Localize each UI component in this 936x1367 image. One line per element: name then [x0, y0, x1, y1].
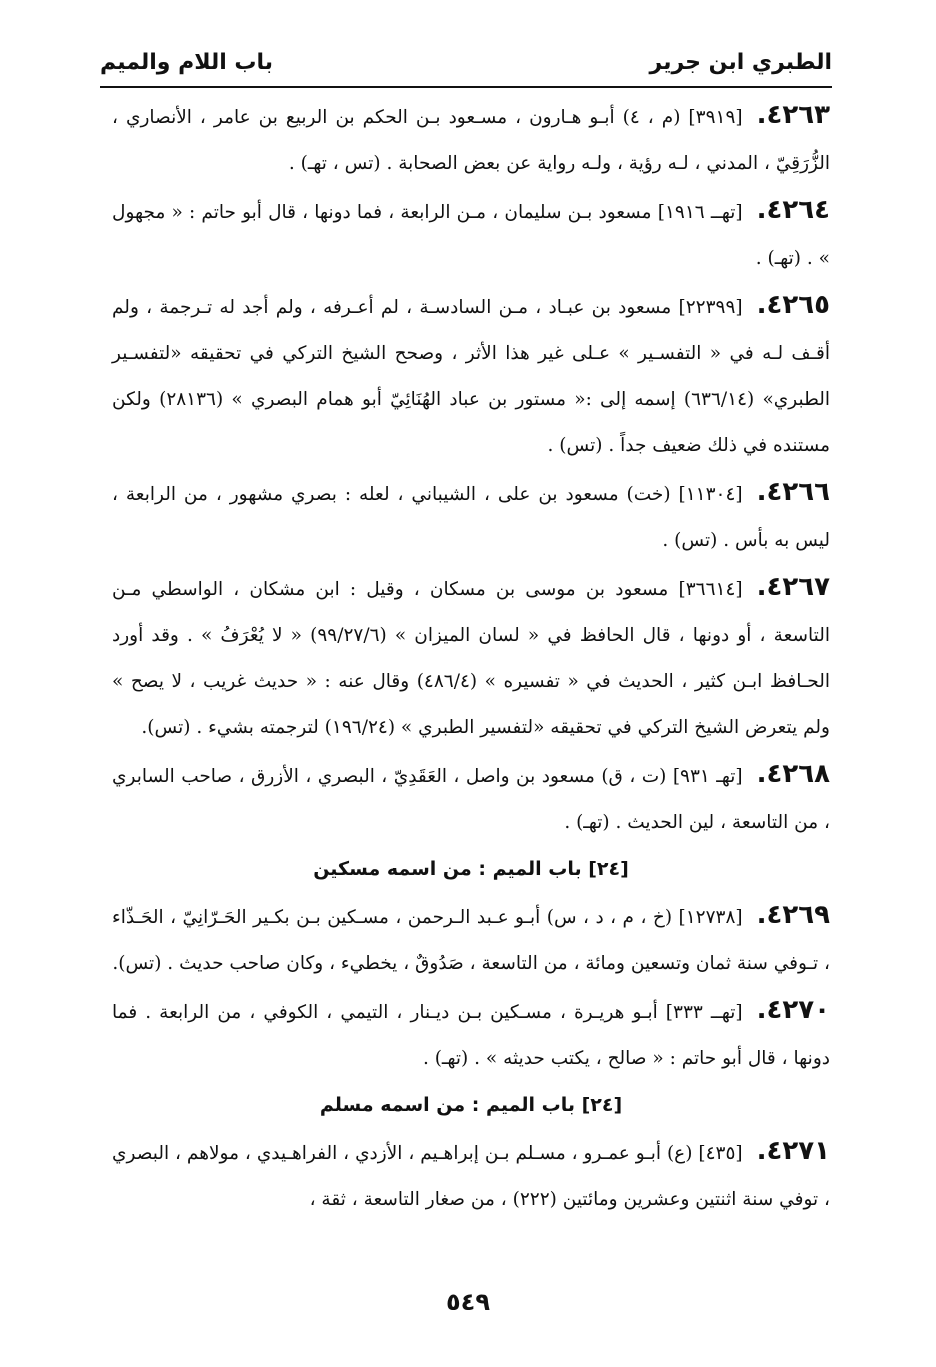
entry-4269 — [112, 892, 830, 987]
entry-number: ٤٢٦٣. — [756, 100, 830, 130]
entry-text: [٣٩١٩] (م ، ٤) أبـو هـارون ، مسـعود بـن الحكم بن الربيع بن عامر ، الأنصاري ، الزُّرَقِيّ ، المدني ، لـه رؤية ، ولـه رواية عن بعض الصحابة . (تس ، تهـ) . — [112, 107, 830, 174]
entry-number: ٤٢٦٤. — [756, 195, 830, 225]
entry-4271 — [112, 1128, 830, 1223]
running-header — [100, 38, 832, 88]
entry-text: [تهـ ٩٣١] (ت ، ق) مسعود بن واصل ، العَقَدِيّ ، البصري ، الأزرق ، صاحب السابري ، من التاسعة ، لين الحديث . (تهـ) . — [112, 766, 830, 833]
entry-4270 — [112, 987, 830, 1082]
entry-number: ٤٢٧١. — [756, 1136, 830, 1166]
entry-4267 — [112, 564, 830, 751]
entry-number: ٤٢٦٥. — [756, 290, 830, 320]
entry-4263 — [112, 92, 830, 187]
entry-number: ٤٢٧٠. — [756, 995, 830, 1025]
entry-4266 — [112, 469, 830, 564]
page-number: ٥٤٩ — [446, 1288, 490, 1316]
entry-text: [٤٣٥] (ع) أبـو عمـرو ، مسـلم بـن إبراهـيم ، الأزدي ، الفراهـيدي ، مولاهم ، البصري ، توفي سنة اثنتين وعشرين ومائتين (٢٢٢) ، من صغار التاسعة ، ثقة ، — [112, 1143, 830, 1210]
book-title: الطبري ابن جرير — [649, 49, 832, 75]
entry-4265 — [112, 282, 830, 469]
section-heading-miskin: [٢٤] باب الميم : من اسمه مسكين — [313, 858, 629, 880]
entry-text: [٢٢٣٩٩] مسعود بن عبـاد ، مـن السادسـة ، لم أعـرفه ، ولم أجد له تـرجمة ، ولم أقـف لـه في « التفسـير » عـلى غير هذا الأثر ، وصحح الشيخ التركي في تحقيقه «لتفسـير الطبري» (٦٣٦/١٤) إسمه إلى :« مستور بن عباد الهُنَائِيّ أبو همام البصري » (٢٨١٣٦) ولكن مستنده في ذلك ضعيف جداً . (تس) . — [112, 297, 831, 456]
entry-text: [١٢٧٣٨] (خ ، م ، د ، س) أبـو عـبد الـرحمن ، مسـكين بـن بكـير الحَـرّانِيّ ، الحَـذّاء ، تـوفي سنة ثمان وتسعين ومائة ، من التاسعة ، صَدُوقٌ ، يخطيء ، وكان صاحب حديث . (تس). — [112, 907, 830, 974]
page-body — [112, 92, 830, 1223]
chapter-title: باب اللام والميم — [100, 49, 274, 75]
entry-number: ٤٢٦٧. — [756, 572, 830, 602]
entry-text: [٣٦٦١٤] مسعود بن موسى بن مسكان ، وقيل : ابن مشكان ، الواسطي مـن التاسعة ، أو دونها ، قال الحافظ في « لسان الميزان » (٩٩/٢٧/٦) « لا يُعْرَفُ » . وقد أورد الحـافظ ابـن كثير ، الحديث في « تفسيره » (٤٨٦/٤) وقال عنه : « حديث غريب ، لا يصح » ولم يتعرض الشيخ التركي في تحقيقه «لتفسير الطبري » (١٩٦/٢٤) لترجمته بشيء . (تس). — [112, 579, 830, 738]
entry-4264 — [112, 187, 830, 282]
entry-text: [تهــ ١٩١٦] مسعود بـن سليمان ، مـن الرابعة ، فما دونها ، قال أبو حاتم : « مجهول » . (تهـ) . — [112, 202, 830, 269]
section-heading-muslim: [٢٤] باب الميم : من اسمه مسلم — [319, 1094, 623, 1116]
entry-text: [١١٣٠٤] (خت) مسعود بن على ، الشيباني ، لعله : بصري مشهور ، من الرابعة ، ليس به بأس . (تس) . — [112, 484, 830, 551]
entry-number: ٤٢٦٦. — [756, 477, 830, 507]
entry-number: ٤٢٦٩. — [756, 900, 830, 930]
entry-text: [تهــ ٣٣٣] أبـو هريـرة ، مسـكين بـن ديـنار ، التيمي ، الكوفي ، من الرابعة . فما دونها ، قال أبو حاتم : « صالح ، يكتب حديثه » . (تهـ) . — [112, 1002, 830, 1069]
entry-4268 — [112, 751, 830, 846]
entry-number: ٤٢٦٨. — [756, 759, 830, 789]
